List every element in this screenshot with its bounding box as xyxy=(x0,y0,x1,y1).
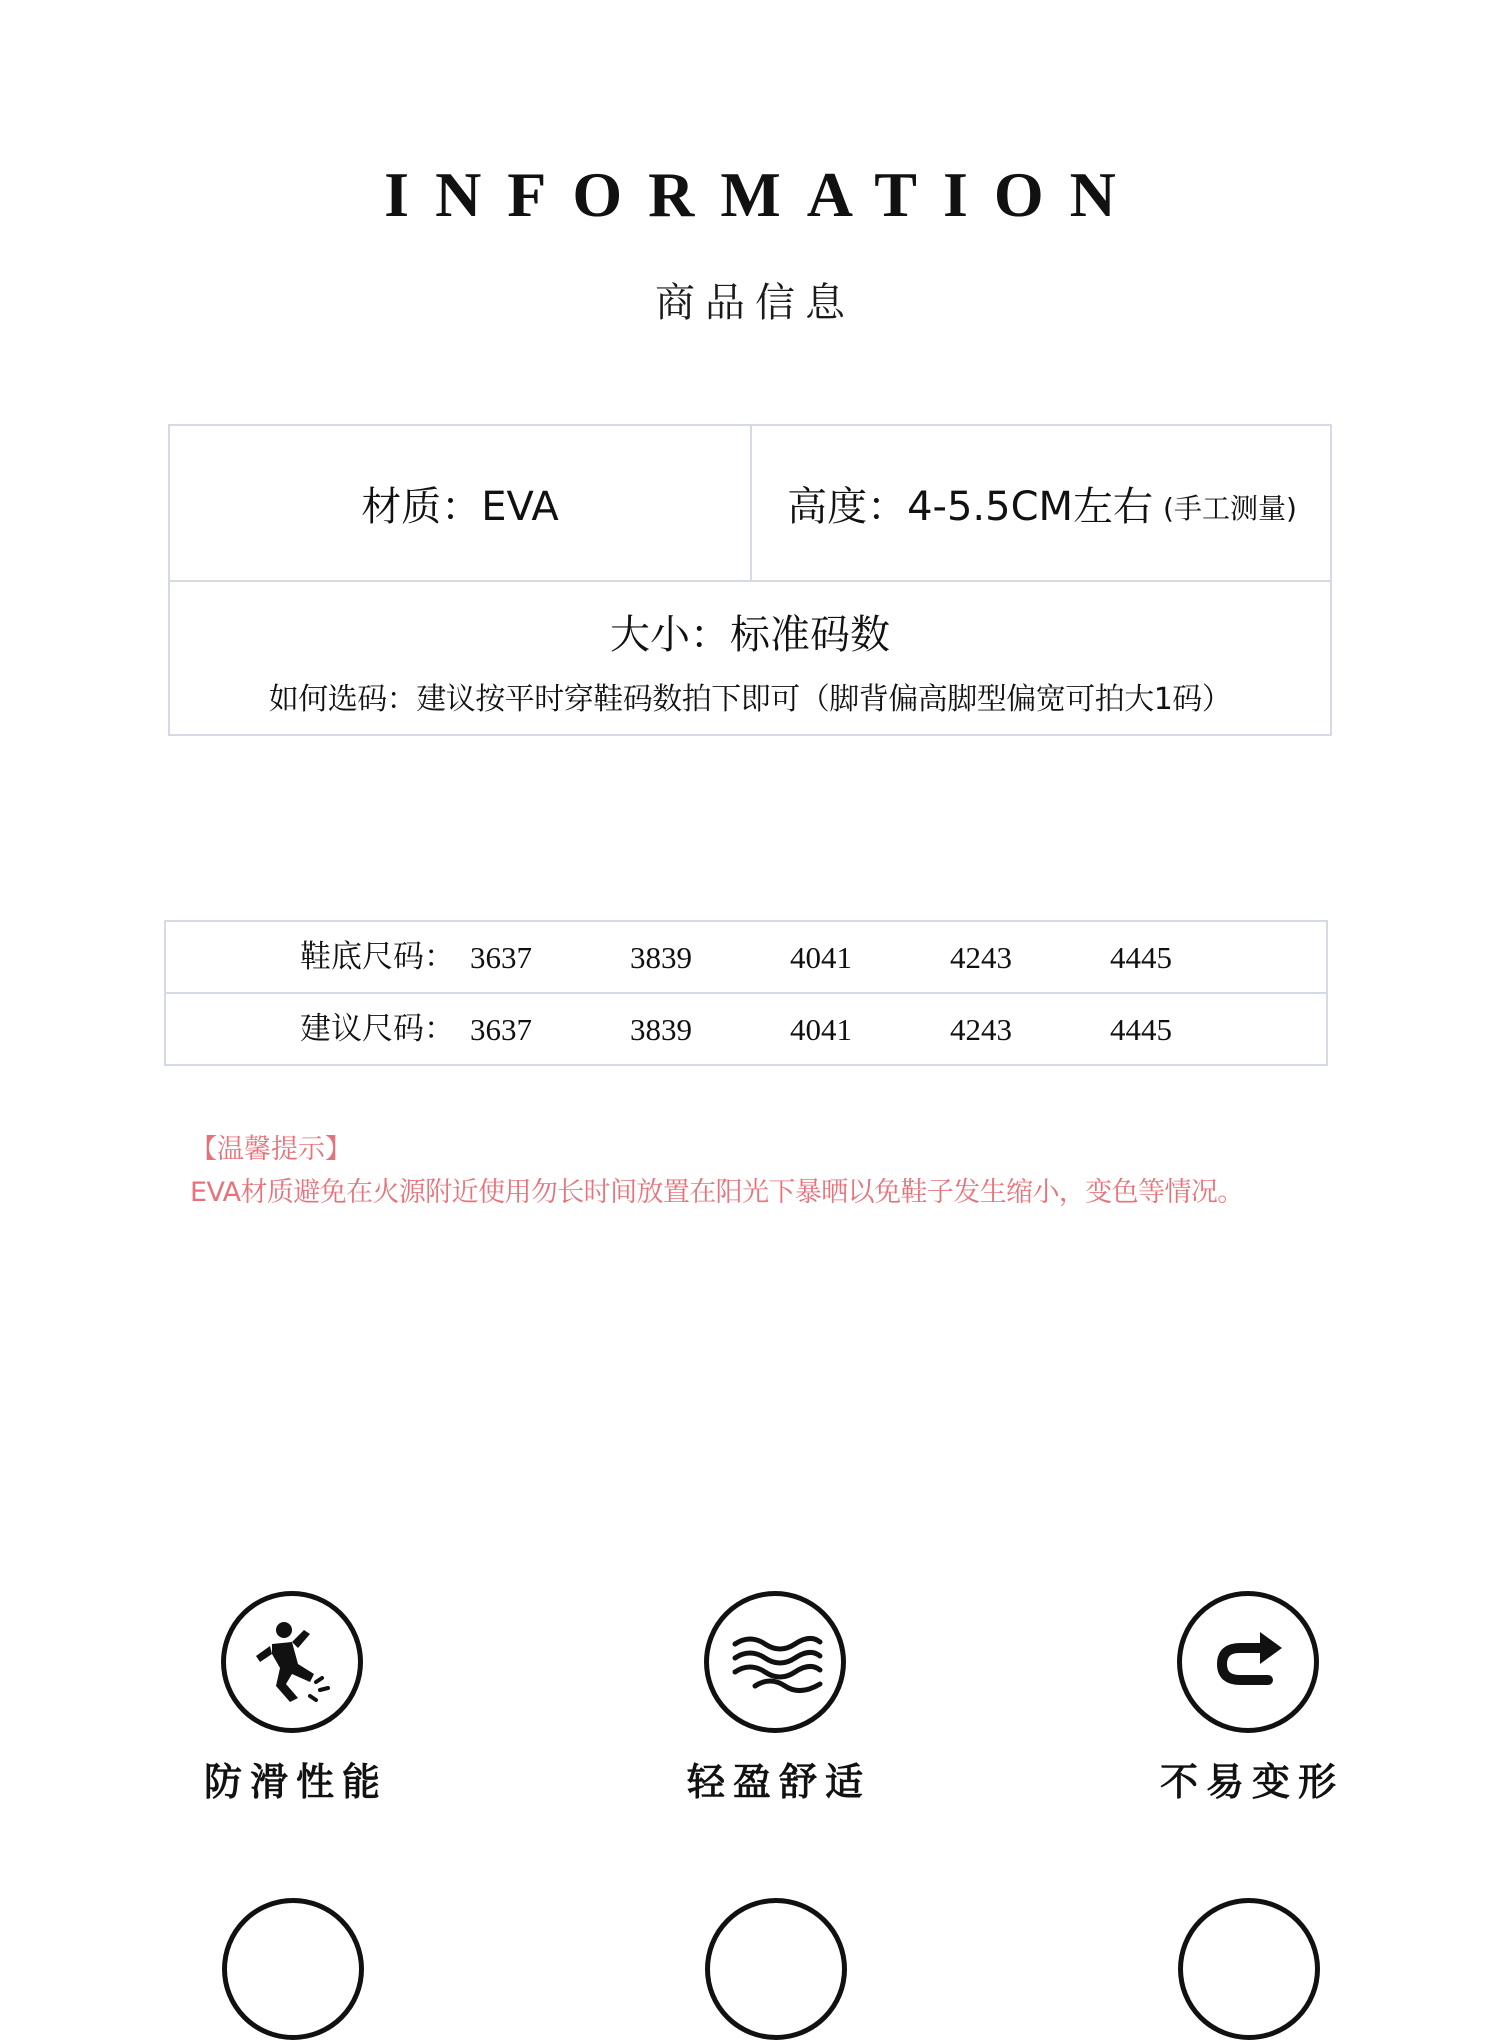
size-table xyxy=(164,920,1328,1066)
table-cell: 3637 xyxy=(470,940,532,975)
material-cell xyxy=(170,426,752,582)
table-cell: 4445 xyxy=(1110,940,1172,975)
return-arrow-icon xyxy=(1177,1591,1319,1733)
table-row xyxy=(166,922,1326,994)
tip-text: EVA材质避免在火源附近使用勿长时间放置在阳光下暴晒以免鞋子发生缩小，变色等情况。 xyxy=(190,1177,1244,1208)
title-en: INFORMATION xyxy=(384,159,1142,230)
size-block xyxy=(170,582,1330,736)
height-text: 高度：4-5.5CM左右 xyxy=(787,483,1154,530)
feature-label: 轻盈舒适 xyxy=(686,1760,871,1804)
slip-person-icon xyxy=(221,1591,363,1733)
table-cell: 4445 xyxy=(1110,1012,1172,1047)
table-cell: 3637 xyxy=(470,1012,532,1047)
row-label: 鞋底尺码： xyxy=(300,939,455,975)
row-label: 建议尺码： xyxy=(300,1011,455,1047)
table-cell: 4041 xyxy=(790,940,852,975)
size-title: 大小：标准码数 xyxy=(610,612,890,658)
waves-icon xyxy=(704,1591,846,1733)
feature-label: 防滑性能 xyxy=(203,1760,388,1804)
feature-no-deform xyxy=(1118,1591,1378,1807)
height-note: (手工测量) xyxy=(1163,492,1297,525)
feature-anti-slip xyxy=(162,1591,422,1807)
table-cell: 4243 xyxy=(950,940,1012,975)
height-cell xyxy=(752,426,1332,582)
table-cell: 3839 xyxy=(630,1012,692,1047)
feature-label: 不易变形 xyxy=(1159,1760,1344,1804)
title-cn: 商品信息 xyxy=(655,280,855,326)
table-row xyxy=(166,994,1326,1064)
table-cell: 3839 xyxy=(630,940,692,975)
feature-icon-partial xyxy=(705,1898,847,2040)
table-cell: 4041 xyxy=(790,1012,852,1047)
feature-icon-partial xyxy=(1178,1898,1320,2040)
table-cell: 4243 xyxy=(950,1012,1012,1047)
tip-title: 【温馨提示】 xyxy=(190,1134,352,1165)
info-table xyxy=(168,424,1332,736)
feature-icon-partial xyxy=(222,1898,364,2040)
feature-lightweight xyxy=(645,1591,905,1807)
size-tip: 如何选码：建议按平时穿鞋码数拍下即可（脚背偏高脚型偏宽可拍大1码） xyxy=(268,682,1232,717)
material-text: 材质：EVA xyxy=(361,483,559,530)
